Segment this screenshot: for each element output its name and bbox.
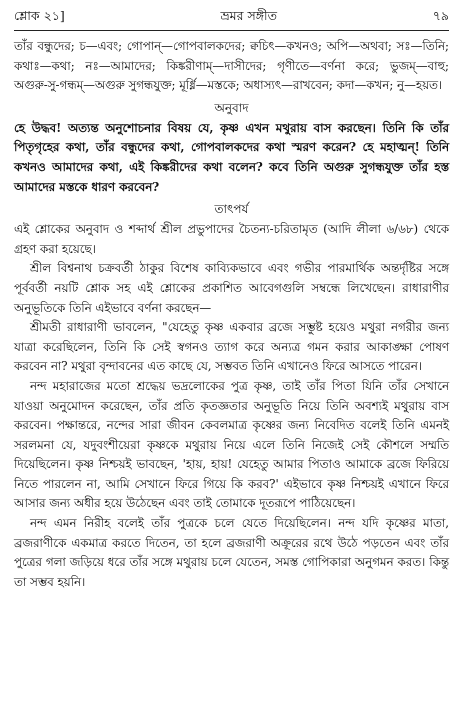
purport-heading: তাৎপর্য (214, 202, 249, 217)
verse-reference: শ্লোক ২১] (14, 8, 65, 23)
purport-paragraph: নন্দ এমন নিরীহ বলেই তাঁর পুত্রকে চলে যেতে দিয়েছিলেন। নন্দ যদি কৃষ্ণের মাতা, ব্রজরাণীকে একমাত্র করতে দিতেন, তা হলে ব্রজরাণী অক্রূরের রথে উঠে পড়তেন এবং তাঁর পুত্রের গলা জড়িয়ে ধরে তাঁর সঙ্গে মথুরায় চলে যেতেন, সমস্ত গোপিকারা অনুগমন করত। কিন্তু তা সম্ভব হয়নি। (14, 516, 449, 589)
running-header (14, 6, 449, 30)
purport-paragraph: নন্দ মহারাজের মতো শ্রদ্ধেয় ভদ্রলোকের পুত্র কৃষ্ণ, তাই তাঁর পিতা যিনি তাঁর সেখানে যাওয়া অনুমোদন করেছেন, তাঁর প্রতি কৃতজ্ঞতার অনুভূতি নিয়ে তিনি অবশ্যই মথুরায় বাস করবেন। পক্ষান্তরে, নন্দের সারা জীবন কেবলমাত্র কৃষ্ণের জন্য নিবেদিত বলেই তিনি এমনই সরলমনা যে, যদুবংশীয়েরা কৃষ্ণকে মথুরায় নিয়ে এলে তিনি নিজেই সেই কৌশলে সম্মতি দিয়েছিলেন। কৃষ্ণ নিশ্চয়ই ভাবছেন, 'হায়, হায়! যেহেতু আমার পিতাও আমাকে ব্রজে ফিরিয়ে নিতে পারলেন না, আমি সেখানে ফিরে গিয়ে কি করব?' এইভাবে কৃষ্ণ নিশ্চয়ই এখানে ফিরে আসার জন্য অধীর হয়ে উঠেছেন এবং তাই তোমাকে দূতরূপে পাঠিয়েছেন। (14, 378, 449, 511)
word-glossary: তাঁর বন্ধুদের; চ—এবং; গোপান্—গোপবালকদের; ক্বচিৎ—কখনও; অপি—অথবা; সঃ—তিনি; কথাঃ—কথা; নঃ—আমাদের; কিঙ্করীণাম্—দাসীদের; গৃণীতে—বর্ণনা করে; ভুজম্—বাহু; অগুরু-সু-গন্ধম্—অগুরু সুগন্ধযুক্ত; মূর্ধ্নি—মস্তকে; অধাস্যৎ—রাখবেন; কদা—কখন; নু—হয়ত। (14, 39, 449, 93)
purport-paragraph: শ্রীল বিশ্বনাথ চক্রবর্তী ঠাকুর বিশেষ কাব্যিকভাবে এবং গভীর পারমার্থিক অন্তর্দৃষ্টির সঙ্গে পূর্ববর্তী নয়টি শ্লোক সহ এই শ্লোকের প্রকাশিত আবেগগুলি সম্বন্ধে লিখেছেন। রাধারাণীর অনুভূতিকে তিনি এইভাবে বর্ণনা করছেন— (14, 261, 449, 315)
translation-text: হে উদ্ধব! অত্যন্ত অনুশোচনার বিষয় যে, কৃষ্ণ এখন মথুরায় বাস করছেন। তিনি কি তাঁর পিতৃগৃহের কথা, তাঁর বন্ধুদের কথা, গোপবালকদের কথা স্মরণ করেন? হে মহাত্মন্! তিনি কখনও আমাদের কথা, এই কিঙ্করীদের কথা বলেন? কবে তিনি অগুরু সুগন্ধযুক্ত তাঁর হস্ত আমাদের মস্তকে ধারণ করবেন? (14, 120, 449, 194)
purport-paragraph: এই শ্লোকের অনুবাদ ও শব্দার্থ শ্রীল প্রভুপাদের চৈতন্য-চরিতামৃত (আদি লীলা ৬/৬৮) থেকে গ্রহণ করা হয়েছে। (14, 222, 449, 256)
translation-heading: অনুবাদ (214, 100, 249, 115)
purport-paragraph: শ্রীমতী রাধারাণী ভাবলেন, "যেহেতু কৃষ্ণ একবার ব্রজে সম্ভুষ্ট হয়েও মথুরা নগরীর জন্য যাত্রা করেছিলেন, তিনি কি সেই স্বগনও ত্যাগ করে অন্যত্র গমন করার আকাঙ্ক্ষা পোষণ করবেন না? মথুরা বৃন্দাবনের এত কাছে যে, সম্ভবত তিনি এখানেও ফিরে আসতে পারেন। (14, 320, 449, 374)
header-rule (14, 30, 449, 31)
page-number: ৭৯ (432, 8, 449, 23)
chapter-title: ভ্রমর সঙ্গীত (220, 8, 277, 23)
